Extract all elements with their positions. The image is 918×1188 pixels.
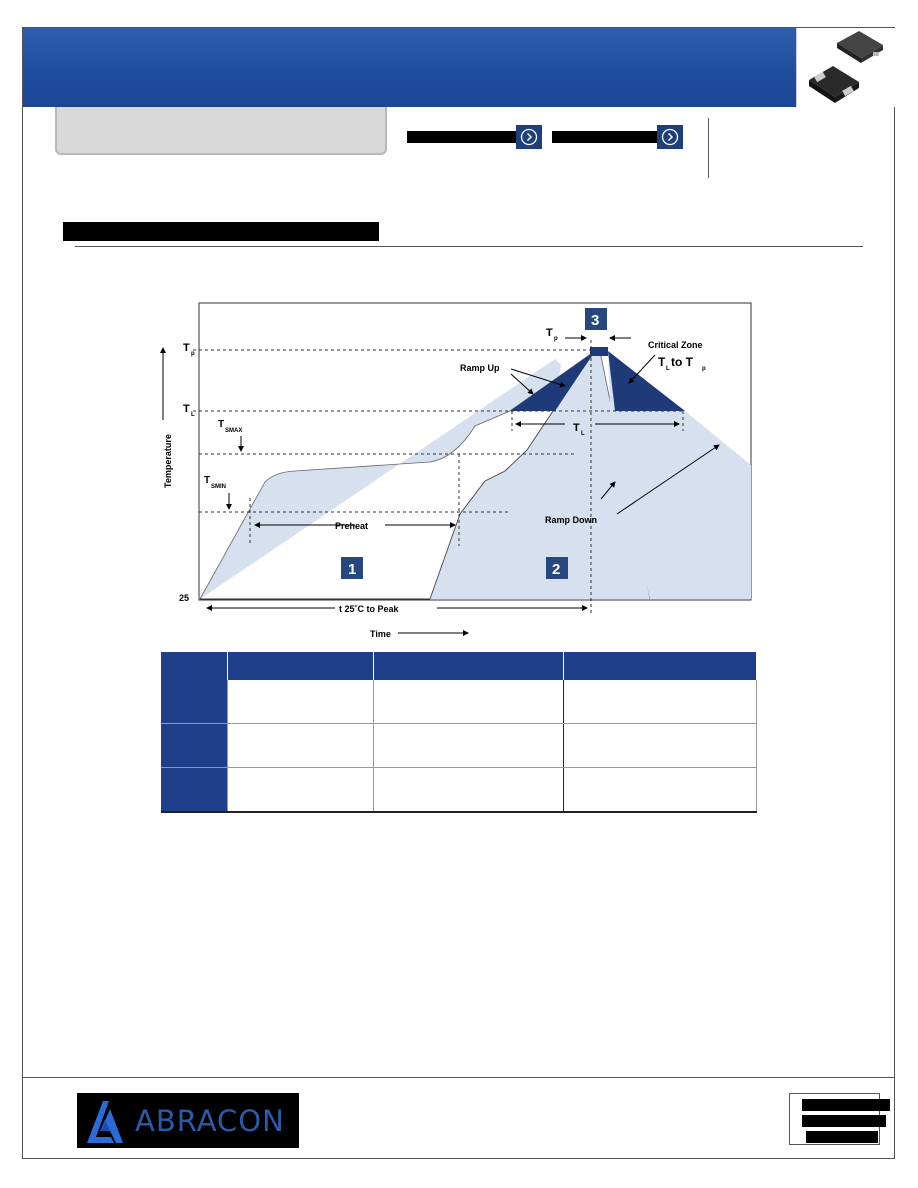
table-header-row [161, 652, 757, 680]
table-cell [564, 724, 757, 768]
tl-to-tp-sub2: p [702, 366, 706, 372]
datasheet-link[interactable] [407, 125, 542, 149]
product-title-tab [55, 107, 387, 155]
table-cell [161, 680, 228, 724]
base-tick: 25 [179, 593, 190, 603]
peak-block [590, 347, 608, 356]
tsmin-tick-sub: SMIN [211, 484, 226, 490]
footer-info-line [802, 1099, 890, 1111]
y-axis-label: Temperature [163, 434, 173, 488]
table-row [161, 768, 757, 813]
table-header-cell [161, 652, 228, 680]
table-cell [564, 768, 757, 813]
chevron-right-icon[interactable] [516, 125, 542, 149]
tl-span-label: T [573, 422, 580, 434]
preheat-label: Preheat [335, 521, 369, 531]
ramp-down-label: Ramp Down [545, 515, 598, 525]
table-row [161, 680, 757, 724]
footer-rule [23, 1077, 894, 1078]
ramp-up-label: Ramp Up [460, 363, 500, 373]
zone-number-1: 1 [348, 561, 357, 578]
table-header-cell [228, 652, 374, 680]
table-cell [228, 724, 374, 768]
link-label-bar [552, 131, 657, 143]
tsmax-tick: T [218, 419, 225, 430]
section-rule [75, 246, 863, 247]
tp-top-label: T [546, 327, 553, 339]
table-cell [228, 768, 374, 813]
header-banner [23, 28, 796, 107]
tp-top-sub: p [554, 336, 558, 342]
tp-tick: T [183, 342, 190, 354]
table-cell [161, 768, 228, 813]
tl-to-tp-sub1: L [666, 366, 670, 372]
product-photo [796, 28, 895, 107]
table-row [161, 724, 757, 768]
tl-tick-sub: L [191, 412, 195, 418]
table-header-cell [564, 652, 757, 680]
table-cell [374, 724, 564, 768]
x-axis-label: Time [370, 629, 391, 639]
time-to-peak-label: t 25˚C to Peak [339, 604, 399, 614]
zone-number-2: 2 [552, 561, 561, 578]
footer-info-line [806, 1131, 878, 1143]
tl-tick: T [183, 403, 190, 415]
tl-span-sub: L [581, 431, 585, 437]
header-divider [708, 118, 709, 178]
sample-link[interactable] [552, 125, 683, 149]
table-cell [374, 680, 564, 724]
table-cell [564, 680, 757, 724]
table-cell [374, 768, 564, 813]
link-label-bar [407, 131, 516, 143]
section-heading [63, 222, 379, 241]
footer-info-line [802, 1115, 886, 1127]
tsmax-tick-sub: SMAX [225, 428, 243, 434]
inductor-image [797, 28, 895, 107]
tl-to-tp-mid: to T [671, 355, 693, 369]
table-header-cell [374, 652, 564, 680]
critical-zone-label: Critical Zone [648, 340, 703, 350]
tsmin-tick: T [204, 475, 211, 486]
chevron-right-icon[interactable] [657, 125, 683, 149]
reflow-profile-chart [155, 300, 765, 645]
abracon-logo-icon [83, 1097, 127, 1145]
reflow-profile-table [161, 652, 757, 813]
abracon-logo [77, 1093, 299, 1148]
tl-to-tp-label: T [658, 355, 666, 369]
table-cell [161, 724, 228, 768]
table-cell [228, 680, 374, 724]
tp-tick-sub: p [191, 351, 195, 357]
logo-text: ABRACON [135, 1103, 285, 1138]
zone-number-3: 3 [591, 312, 600, 329]
